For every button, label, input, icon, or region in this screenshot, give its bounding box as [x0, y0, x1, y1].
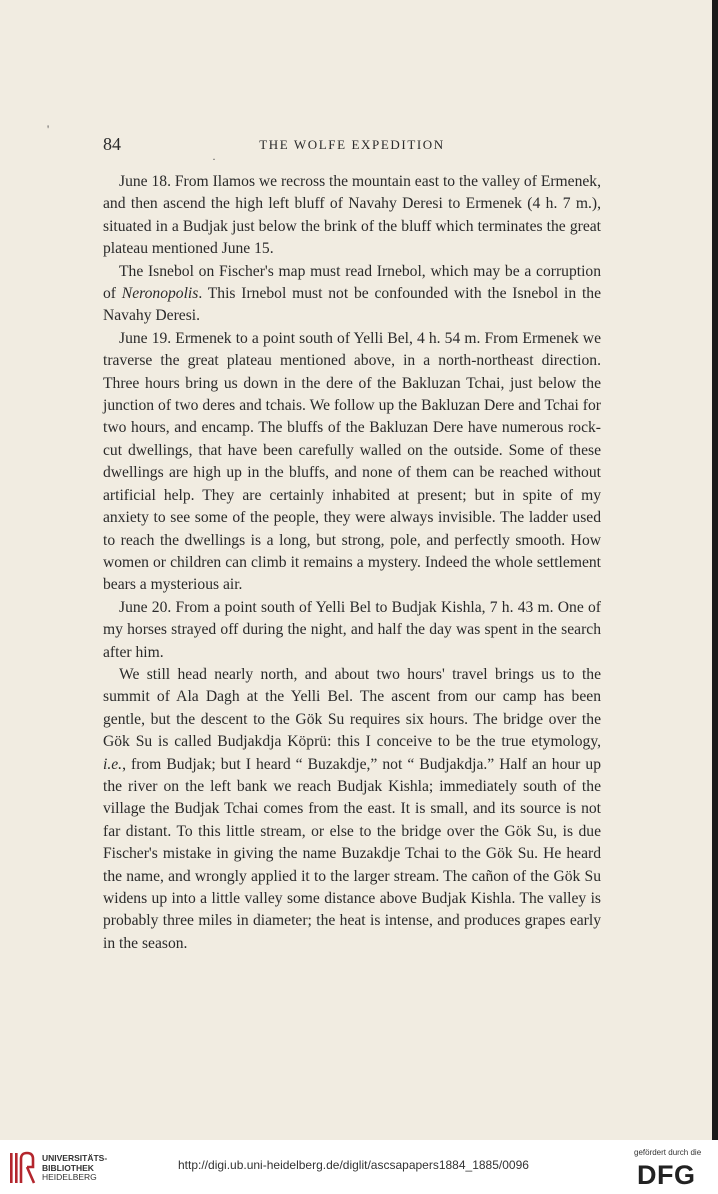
- digitization-footer: [0, 1140, 718, 1194]
- body-paragraph: [103, 171, 601, 261]
- paragraph-text: June 18. From Ilamos we recross the mountain east to the valley of Ermenek, and then ascend the high left bluff of Navahy Deresi to Ermenek (4 h. 7 m.), situated in a Budjak just below the brink of the bluff which terminates the great plateau mentioned June 15.: [103, 173, 601, 258]
- institution-name: [42, 1154, 107, 1183]
- page-number: 84: [103, 134, 121, 154]
- running-head: THE WOLFE EXPEDITION: [259, 137, 445, 152]
- dfg-logo: DFG: [637, 1160, 696, 1190]
- scan-edge: [712, 0, 718, 1140]
- page-header: [103, 134, 601, 156]
- institution-line: BIBLIOTHEK: [42, 1162, 94, 1173]
- institution-line: UNIVERSITÄTS-: [42, 1153, 108, 1163]
- body-paragraph: [103, 261, 601, 328]
- institution-line: HEIDELBERG: [42, 1172, 97, 1182]
- body-paragraph: [103, 664, 601, 955]
- scan-speck: ': [47, 122, 50, 136]
- paragraph-text: June 20. From a point south of Yelli Bel to Budjak Kishla, 7 h. 43 m. One of my horses strayed off during the night, and half the day was spent in the search after him.: [103, 598, 601, 661]
- source-url-link[interactable]: http://digi.ub.uni-heidelberg.de/diglit/ascsapapers1884_1885/0096: [178, 1158, 529, 1172]
- paragraph-text: , from Budjak; but I heard “ Buzakdje,” not “ Budjakdja.” Half an hour up the river on the left bank we reach Budjak Kishla; immediately south of the village the Budjak Tchai comes from the east. It is small, and its source is not far distant. To this little stream, or else to the bridge over the Gök Su, is due Fischer's mistake in giving the name Buzakdje Tchai to the Gök Su. He heard the name, and wrongly applied it to the larger stream. The cañon of the Gök Su widens up into a little valley some distance above Budjak Kishla. The valley is probably three miles in diameter; the heat is intense, and produces grapes early in the season.: [103, 755, 601, 952]
- paragraph-text: The Isnebol on Fischer's map must read Irnebol, which may be a corruption of: [103, 262, 601, 303]
- paragraph-text: June 19. Ermenek to a point south of Yelli Bel, 4 h. 54 m. From Ermenek we traverse the great plateau mentioned above, in a north-northeast direction. Three hours bring us down in the dere of the Bakluzan Tchai, just below the junction of two deres and tchais. We follow up the Bakluzan Dere and Tchai for two hours, and encamp. The bluffs of the Bakluzan Dere have numerous rock-cut dwellings, that have been carefully walled on the outside. Some of these dwellings are high up in the bluffs, and none of them can be reached without artificial help. They are certainly inhabited at present; but in spite of my anxiety to see some of the people, they were always invisible. The ladder used to reach the dwellings is a long, but strong, pole, and perfectly smooth. How women or children can climb it remains a mystery. Indeed the whole settlement bears a mysterious air.: [103, 329, 601, 594]
- heidelberg-university-logo: [8, 1150, 38, 1186]
- body-text: [103, 171, 601, 955]
- italic-text: i.e.: [103, 755, 123, 773]
- paragraph-text: . This Irnebol must not be confounded with the Isnebol in the Navahy Deresi.: [103, 285, 601, 325]
- body-paragraph: [103, 597, 601, 664]
- italic-text: Neronopolis: [121, 285, 199, 303]
- funder-note: gefördert durch die: [634, 1148, 702, 1157]
- body-paragraph: [103, 328, 601, 597]
- paragraph-text: We still head nearly north, and about two hours' travel brings us to the summit of Ala Dagh at the Yelli Bel. The ascent from our camp has been gentle, but the descent to the Gök Su requires six hours. The bridge over the Gök Su is called Budjakdja Köprü: this I conceive to be the true etymology,: [103, 665, 601, 751]
- scan-speck: ·: [212, 152, 216, 166]
